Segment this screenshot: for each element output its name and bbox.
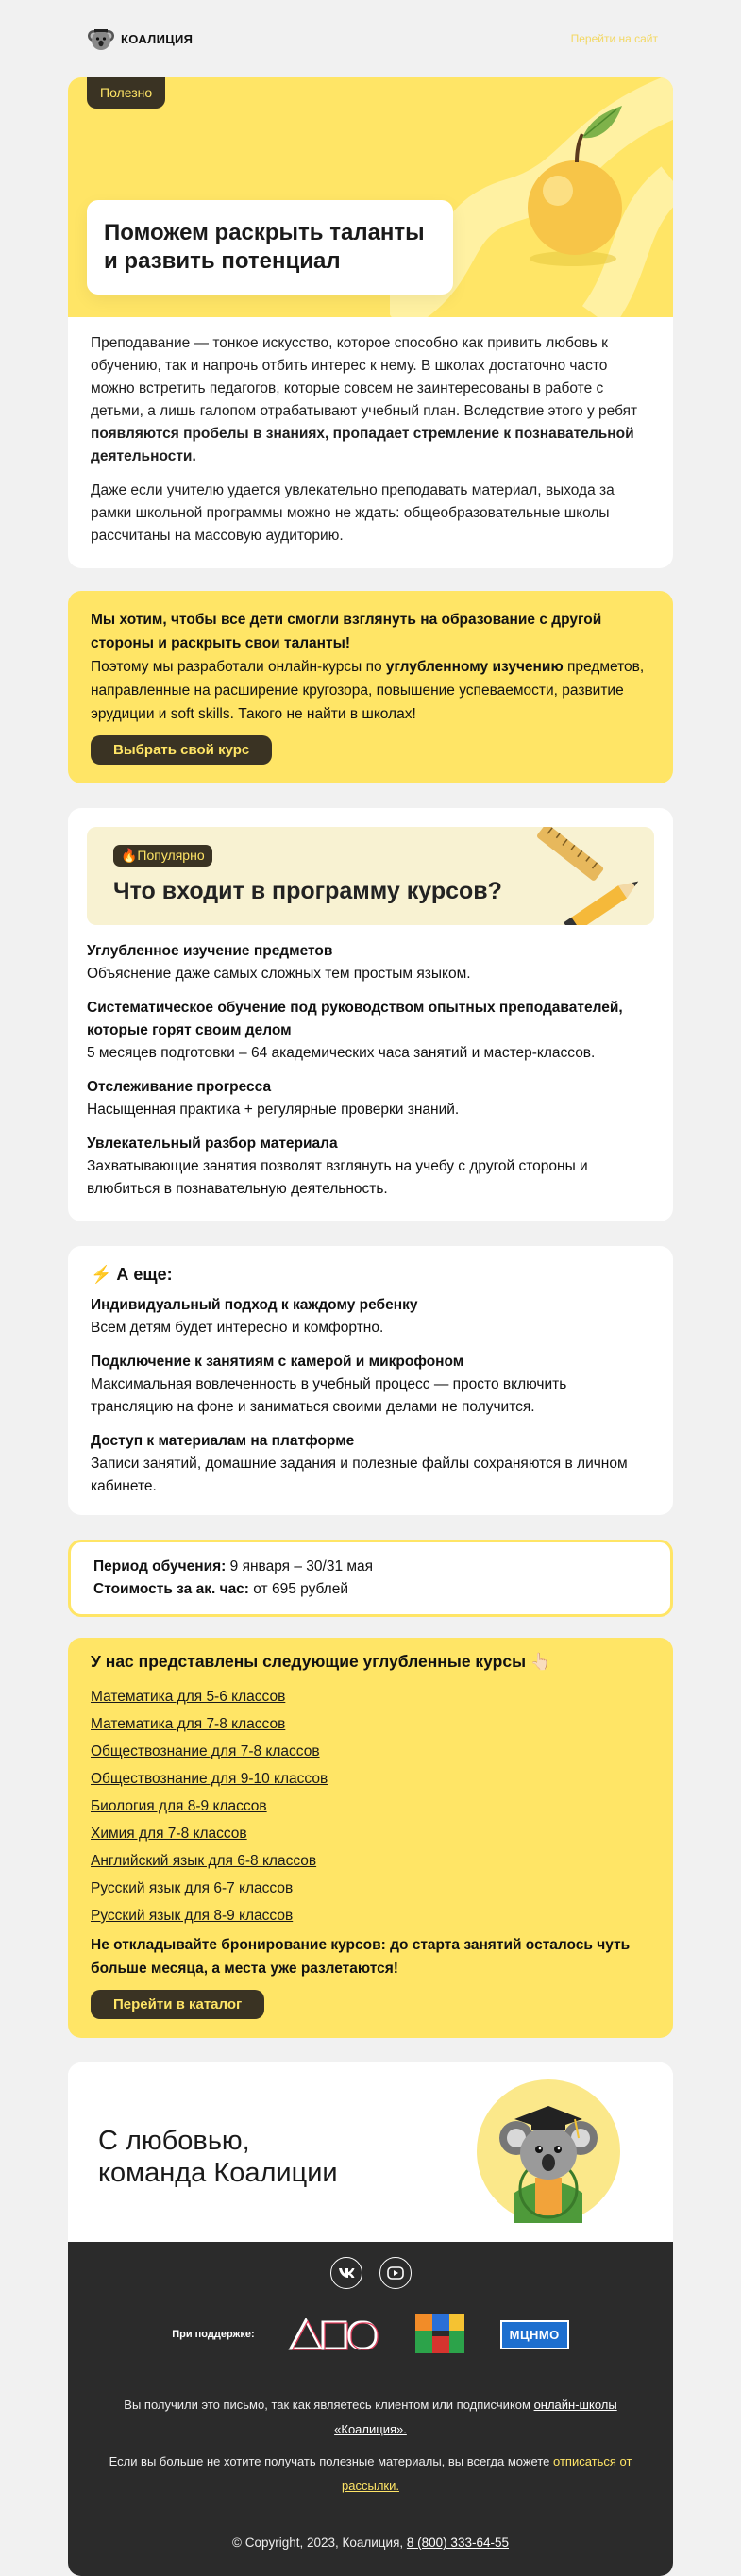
cta-heading: Мы хотим, чтобы все дети смогли взглянуть на образование с другой стороны и раскрыть свои таланты! [91, 612, 602, 651]
course-link[interactable]: Математика для 5-6 классов [91, 1689, 286, 1705]
intro-paragraph-1: Преподавание — тонкое искусство, которое способно как привить любовь к обучению, так и напрочь отбить интерес к нему. В школах достаточно часто можно встретить педагогов, которые совсем не заинтересованы в работе с детьми, а лишь галопом отрабатывают учебный план. Вследствие этого у ребят появляются пробелы в знаниях, пропадает стремление к познавательной деятельности. [91, 335, 638, 464]
program-item: Отслеживание прогресса Насыщенная практика + регулярные проверки знаний. [87, 1079, 460, 1118]
go-to-catalog-button[interactable]: Перейти в каталог [91, 1990, 264, 2019]
subscription-note: Вы получили это письмо, так как являетесь клиентом или подписчиком онлайн-школы «Коалиция». [124, 2398, 617, 2436]
phone-link[interactable]: 8 (800) 333-64-55 [406, 2535, 509, 2550]
social-links [106, 2257, 635, 2289]
koala-logo-icon [87, 25, 115, 53]
popular-badge: 🔥Популярно [113, 845, 212, 867]
signature-text: С любовью, команда Коалиции [98, 2126, 338, 2188]
unsubscribe-note: Если вы больше не хотите получать полезные материалы, вы всегда можете отписаться от рассылки. [109, 2454, 632, 2493]
course-link[interactable]: Обществознание для 9-10 классов [91, 1771, 328, 1787]
unsubscribe-link[interactable]: отписаться от рассылки. [342, 2454, 632, 2493]
koala-mascot-icon [477, 2079, 620, 2223]
cube-logo-icon[interactable] [412, 2308, 468, 2361]
course-link[interactable]: Математика для 7-8 классов [91, 1716, 286, 1732]
course-link[interactable]: Биология для 8-9 классов [91, 1798, 267, 1814]
youtube-icon[interactable] [379, 2257, 412, 2289]
ruler-pencil-illustration [494, 827, 654, 925]
course-link[interactable]: Обществознание для 7-8 классов [91, 1743, 320, 1759]
program-banner [87, 827, 654, 925]
course-link[interactable]: Русский язык для 6-7 классов [91, 1880, 294, 1896]
program-card [68, 808, 673, 1221]
more-item: Подключение к занятиям с камерой и микрофоном Максимальная вовлеченность в учебный процесс — просто включить трансляцию на фоне и заниматься своими делами не получится. [91, 1354, 567, 1415]
hero-banner [68, 77, 673, 317]
more-title: ⚡ А еще: [91, 1265, 173, 1284]
course-link[interactable]: Английский язык для 6-8 классов [91, 1853, 317, 1869]
go-to-site-link[interactable]: Перейти на сайт [570, 32, 658, 45]
more-item: Индивидуальный подход к каждому ребенку Всем детям будет интересно и комфортно. [91, 1297, 418, 1336]
cta-text: Поэтому мы разработали онлайн-курсы по углубленному изучению предметов, направленные на расширение кругозора, повышение успеваемости, развитие эрудиции и soft skills. Такого не найти в школах! [91, 659, 645, 722]
useful-badge: Полезно [87, 77, 165, 109]
copyright: © Copyright, 2023, Коалиция, 8 (800) 333-64-55 [232, 2535, 509, 2550]
footer [68, 2242, 673, 2576]
choose-course-button[interactable]: Выбрать свой курс [91, 735, 272, 765]
program-item: Систематическое обучение под руководством опытных преподавателей, которые горят своим делом 5 месяцев подготовки – 64 академических часа занятий и мастер-классов. [87, 1000, 623, 1061]
mcnmo-logo[interactable]: МЦНМО [500, 2320, 569, 2349]
dpo-logo-icon[interactable] [287, 2318, 379, 2350]
more-item: Доступ к материалам на платформе Записи занятий, домашние задания и полезные файлы сохраняются в личном кабинете. [91, 1433, 628, 1494]
price-line: Стоимость за ак. час: от 695 рублей [93, 1581, 349, 1597]
email-header [68, 0, 673, 77]
intro-text [68, 317, 673, 568]
program-item: Увлекательный разбор материала Захватывающие занятия позволят взглянуть на учебу с другой стороны и влюбиться в познавательную деятельность. [87, 1136, 588, 1197]
courses-block [68, 1638, 673, 2038]
courses-title: У нас представлены следующие углубленные курсы 👆🏻 [91, 1652, 551, 1671]
support-logos [106, 2308, 635, 2361]
hero-title: Поможем раскрыть таланты и развить потенциал [87, 200, 453, 295]
logo[interactable] [87, 25, 193, 53]
cta-block-choose [68, 591, 673, 783]
signature-footer-card [68, 2062, 673, 2576]
program-items [87, 925, 654, 1201]
program-item: Углубленное изучение предметов Объяснение даже самых сложных тем простым языком. [87, 943, 471, 982]
course-link[interactable]: Русский язык для 8-9 классов [91, 1908, 294, 1924]
support-label: При поддержке: [172, 2329, 255, 2340]
school-link[interactable]: онлайн-школы «Коалиция». [334, 2398, 617, 2436]
courses-note: Не откладывайте бронирование курсов: до старта занятий осталось чуть больше месяца, а места уже разлетаются! [91, 1937, 631, 1977]
hero-card [68, 77, 673, 568]
period-block [68, 1540, 673, 1617]
signature-block [68, 2062, 673, 2242]
more-card [68, 1246, 673, 1515]
program-title: Что входит в программу курсов? [113, 878, 502, 904]
period-line: Период обучения: 9 января – 30/31 мая [93, 1558, 374, 1574]
logo-text: КОАЛИЦИЯ [121, 31, 194, 46]
vk-icon[interactable] [330, 2257, 362, 2289]
intro-paragraph-2: Даже если учителю удается увлекательно преподавать материал, выхода за рамки школьной программы можно не ждать: общеобразовательные школы рассчитаны на массовую аудиторию. [91, 482, 615, 544]
course-link[interactable]: Химия для 7-8 классов [91, 1826, 247, 1842]
